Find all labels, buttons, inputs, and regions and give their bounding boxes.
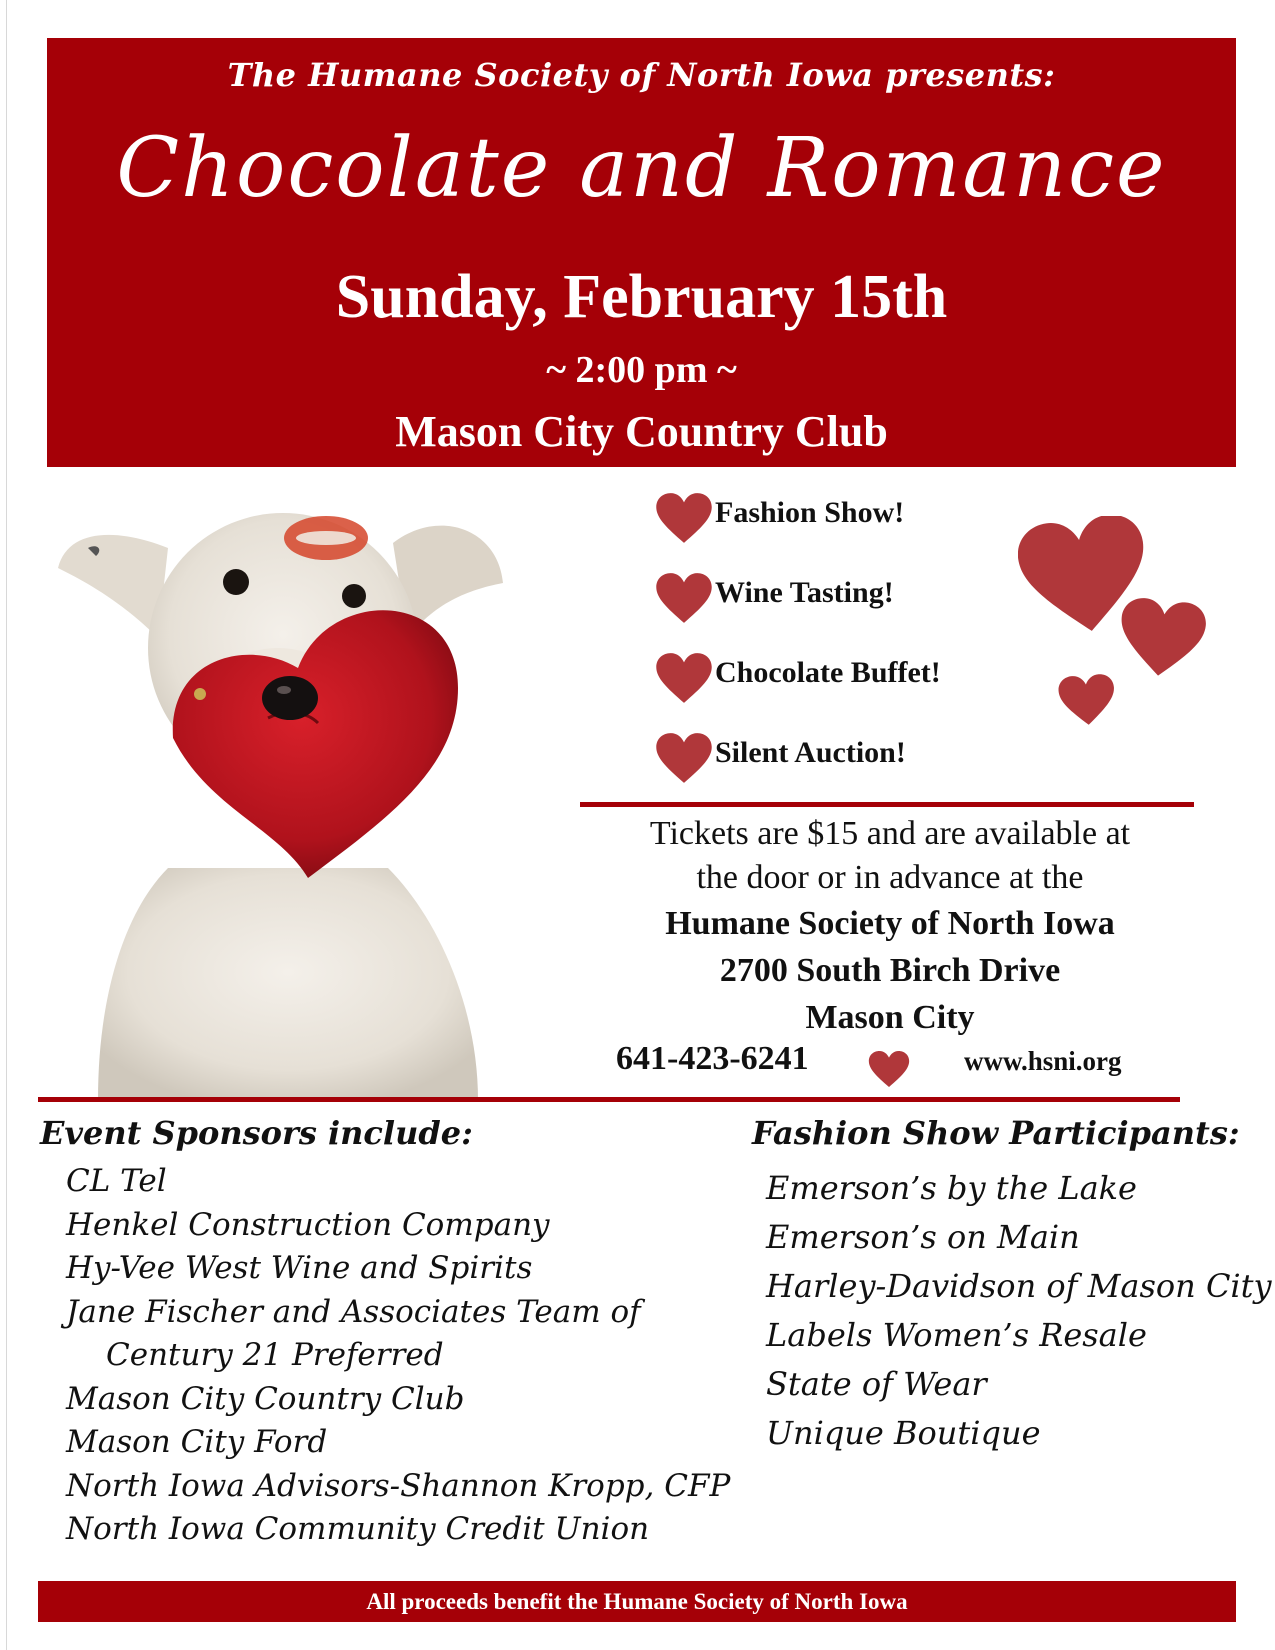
sponsor-list (66, 1160, 730, 1552)
ticket-address: 2700 South Birch Drive (719, 952, 1061, 989)
ticket-info (580, 812, 1200, 1041)
feature-label: Fashion Show! (715, 496, 905, 529)
list-item: Emerson’s by the Lake (766, 1169, 1137, 1207)
contact-row (600, 1040, 1200, 1084)
small-heart-icon (1058, 674, 1116, 726)
phone-number: 641-423-6241 (616, 1040, 809, 1077)
feature-label: Wine Tasting! (715, 576, 894, 609)
dog-with-heart-photo (58, 488, 508, 1100)
sponsors-heading: Event Sponsors include: (40, 1114, 473, 1152)
medium-heart-icon (1118, 598, 1206, 678)
event-time: ~ 2:00 pm ~ (546, 349, 737, 391)
feature-item (655, 490, 1035, 570)
footer-banner: All proceeds benefit the Humane Society of North Iowa (38, 1581, 1236, 1622)
page-edge-line (6, 0, 7, 1650)
feature-label: Silent Auction! (715, 736, 906, 769)
feature-item (655, 650, 1035, 730)
list-item: Labels Women’s Resale (766, 1316, 1147, 1354)
heart-icon (655, 732, 713, 784)
presenter-line: The Humane Society of North Iowa presents: (227, 56, 1056, 94)
heart-icon (655, 652, 713, 704)
section-divider (38, 1097, 1180, 1102)
list-item: Harley-Davidson of Mason City (766, 1267, 1272, 1305)
event-date: Sunday, February 15th (335, 263, 948, 331)
ticket-divider (580, 802, 1194, 807)
list-item: Mason City Ford (66, 1424, 328, 1460)
list-item: North Iowa Community Credit Union (66, 1511, 650, 1547)
list-item: Mason City Country Club (66, 1380, 465, 1417)
ticket-city: Mason City (805, 999, 975, 1036)
event-title: Chocolate and Romance (116, 121, 1167, 216)
event-venue: Mason City Country Club (395, 407, 888, 456)
website-link[interactable]: www.hsni.org (964, 1046, 1122, 1076)
list-item: CL Tel (66, 1163, 167, 1199)
list-item: Emerson’s on Main (766, 1218, 1080, 1256)
header-banner (47, 38, 1236, 467)
list-item: Henkel Construction Company (66, 1206, 550, 1243)
heart-icon (868, 1050, 910, 1088)
feature-list (655, 490, 1035, 810)
list-item: Unique Boutique (766, 1414, 1041, 1452)
ticket-line: the door or in advance at the (696, 859, 1084, 896)
list-item: Hy-Vee West Wine and Spirits (66, 1250, 533, 1286)
list-item: State of Wear (766, 1365, 987, 1403)
feature-item (655, 730, 1035, 810)
ticket-org: Humane Society of North Iowa (665, 905, 1115, 942)
participants-heading: Fashion Show Participants: (752, 1114, 1240, 1152)
participant-list (766, 1164, 1272, 1458)
list-item: Jane Fischer and Associates Team of (66, 1293, 641, 1330)
heart-icon (655, 492, 713, 544)
feature-item (655, 570, 1035, 650)
list-item: North Iowa Advisors-Shannon Kropp, CFP (66, 1467, 731, 1504)
feature-label: Chocolate Buffet! (715, 656, 941, 689)
heart-icon (655, 572, 713, 624)
list-item: Century 21 Preferred (106, 1337, 444, 1373)
ticket-line: Tickets are $15 and are available at (649, 815, 1131, 852)
